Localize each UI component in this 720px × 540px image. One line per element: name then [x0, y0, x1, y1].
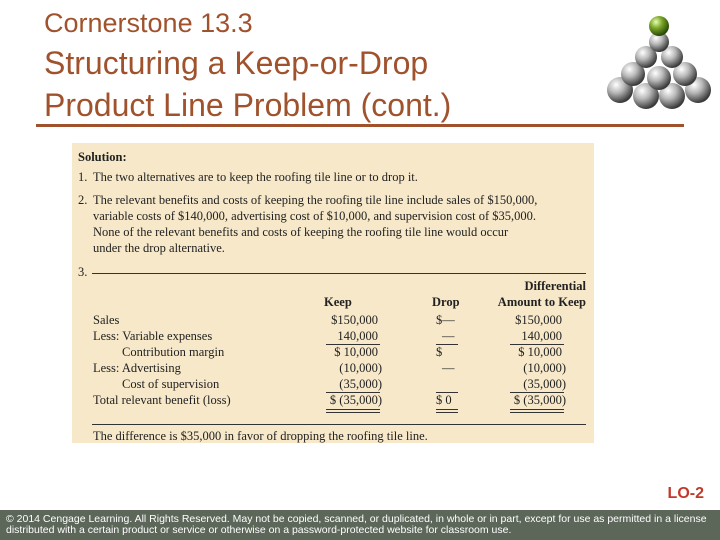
row-cm-drop: $ [436, 345, 443, 359]
col-header-differential: Differential [524, 279, 586, 293]
title-line-2: Product Line Problem (cont.) [44, 87, 452, 123]
item-1-text: The two alternatives are to keep the roofing tile line or to drop it. [93, 170, 418, 184]
metallic-spheres-logo [600, 12, 718, 116]
col-header-keep: Keep [324, 295, 352, 309]
row-sales-drop: $— [436, 313, 455, 327]
row-label-supervision: Cost of supervision [122, 377, 220, 391]
row-total-diff: $ (35,000) [513, 393, 566, 407]
item-2-line-2: variable costs of $140,000, advertising cost of $10,000, and supervision cost of $35,000. [93, 209, 536, 223]
row-label-variable-expenses: Less: Variable expenses [93, 329, 213, 343]
row-variable-drop: — [442, 329, 455, 343]
copyright-footer: © 2014 Cengage Learning. All Rights Reserved. May not be copied, scanned, or duplicated, in whole or in part, except for use as permitted in a license distributed with a certain product or service or otherwise on a password-protected website for classroom use. [0, 510, 720, 540]
row-sales-keep: $150,000 [331, 313, 378, 327]
slide-title [44, 42, 451, 126]
item-3-number: 3. [78, 265, 88, 279]
col-header-amount-to-keep: Amount to Keep [497, 295, 586, 309]
row-advertising-drop: — [442, 361, 455, 375]
row-label-advertising: Less: Advertising [93, 361, 181, 375]
table-bottom-rule [92, 424, 586, 425]
double-rule-drop [436, 409, 458, 410]
table-top-rule [92, 273, 586, 274]
item-1-number: 1. [78, 170, 88, 184]
row-total-drop: $ 0 [436, 393, 452, 407]
item-2-line-1: The relevant benefits and costs of keeping the roofing tile line include sales of $150,000, [93, 193, 538, 207]
item-2-line-3: None of the relevant benefits and costs of keeping the roofing tile line would occur [93, 225, 509, 239]
solution-heading: Solution: [78, 150, 127, 164]
solution-card [72, 143, 594, 443]
row-total-keep: $ (35,000) [329, 393, 382, 407]
double-rule-diff [510, 409, 564, 410]
conclusion-text: The difference is $35,000 in favor of dropping the roofing tile line. [93, 429, 428, 443]
row-supervision-keep: (35,000) [339, 377, 382, 391]
row-sales-diff: $150,000 [515, 313, 562, 327]
row-label-sales: Sales [93, 313, 120, 327]
row-variable-keep: 140,000 [337, 329, 378, 343]
title-line-1: Structuring a Keep-or-Drop [44, 45, 429, 81]
row-advertising-diff: (10,000) [523, 361, 566, 375]
col-header-drop: Drop [432, 295, 460, 309]
item-2-line-4: under the drop alternative. [93, 241, 225, 255]
cornerstone-kicker: Cornerstone 13.3 [44, 8, 253, 38]
title-rule [36, 124, 684, 127]
row-cm-keep: $ 10,000 [334, 345, 378, 359]
double-rule-keep [326, 409, 380, 410]
row-variable-diff: 140,000 [521, 329, 562, 343]
row-advertising-keep: (10,000) [339, 361, 382, 375]
row-cm-diff: $ 10,000 [518, 345, 562, 359]
learning-objective-tag: LO-2 [667, 485, 704, 502]
row-label-total-relevant-benefit: Total relevant benefit (loss) [93, 393, 231, 407]
row-label-contribution-margin: Contribution margin [122, 345, 225, 359]
row-supervision-diff: (35,000) [523, 377, 566, 391]
item-2-number: 2. [78, 193, 88, 207]
